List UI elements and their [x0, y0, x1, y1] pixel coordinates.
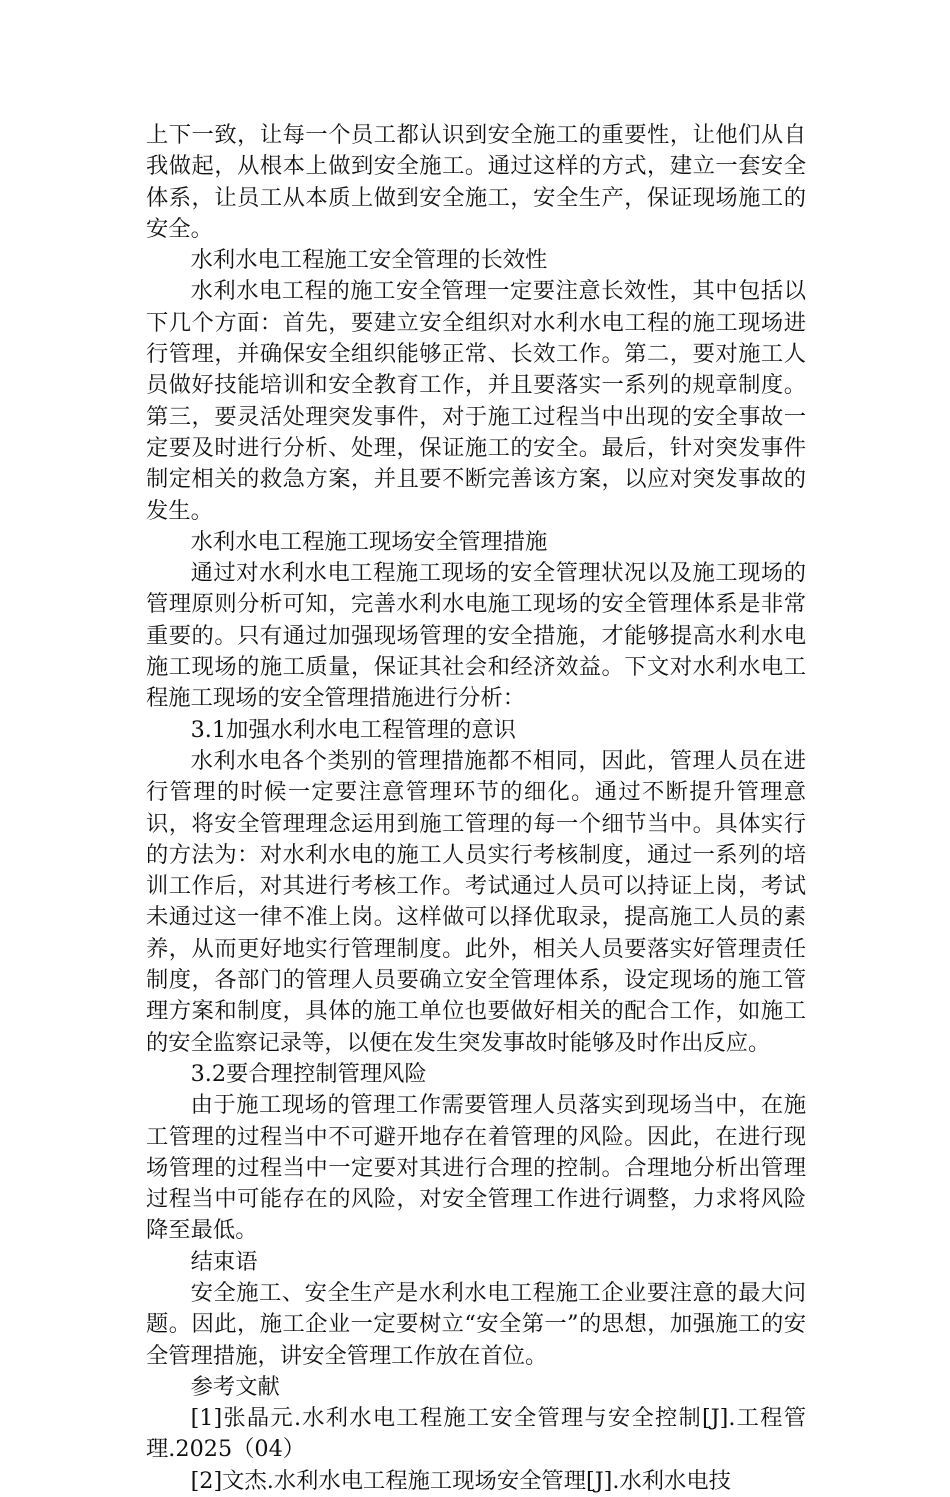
body-paragraph: 通过对水利水电工程施工现场的安全管理状况以及施工现场的管理原则分析可知，完善水利水电施工现场的安全管理体系是非常重要的。只有通过加强现场管理的安全措施，才能够提高水利水电施工现场的施工质量，保证其社会和经济效益。下文对水利水电工程施工现场的安全管理措施进行分析：	[146, 560, 806, 712]
section-heading: 结束语	[190, 1248, 258, 1275]
document-page	[146, 120, 806, 1497]
section-heading: 水利水电工程施工现场安全管理措施	[190, 528, 548, 555]
body-paragraph: 水利水电工程的施工安全管理一定要注意长效性，其中包括以下几个方面：首先，要建立安全组织对水利水电工程的施工现场进行管理，并确保安全组织能够正常、长效工作。第二，要对施工人员做好技能培训和安全教育工作，并且要落实一系列的规章制度。第三，要灵活处理突发事件，对于施工过程当中出现的安全事故一定要及时进行分析、处理，保证施工的安全。最后，针对突发事件制定相关的救急方案，并且要不断完善该方案，以应对突发事故的发生。	[146, 278, 806, 524]
subsection-heading: 3.1加强水利水电工程管理的意识	[190, 716, 516, 743]
subsection-heading: 3.2要合理控制管理风险	[190, 1060, 427, 1087]
body-paragraph: 上下一致，让每一个员工都认识到安全施工的重要性，让他们从自我做起，从根本上做到安全施工。通过这样的方式，建立一套安全体系，让员工从本质上做到安全施工，安全生产，保证现场施工的安全。	[146, 122, 806, 242]
references-heading: 参考文献	[190, 1373, 280, 1400]
body-paragraph: 安全施工、安全生产是水利水电工程施工企业要注意的最大问题。因此，施工企业一定要树立“安全第一”的思想，加强施工的安全管理措施，讲安全管理工作放在首位。	[146, 1279, 806, 1369]
body-paragraph: 由于施工现场的管理工作需要管理人员落实到现场当中，在施工管理的过程当中不可避开地存在着管理的风险。因此，在进行现场管理的过程当中一定要对其进行合理的控制。合理地分析出管理过程当中可能存在的风险，对安全管理工作进行调整，力求将风险降至最低。	[146, 1092, 806, 1244]
body-paragraph: 水利水电各个类别的管理措施都不相同，因此，管理人员在进行管理的时候一定要注意管理环节的细化。通过不断提升管理意识，将安全管理理念运用到施工管理的每一个细节当中。具体实行的方法为：对水利水电的施工人员实行考核制度，通过一系列的培训工作后，对其进行考核工作。考试通过人员可以持证上岗，考试未通过这一律不准上岗。这样做可以择优取录，提高施工人员的素养，从而更好地实行管理制度。此外，相关人员要落实好管理责任制度，各部门的管理人员要确立安全管理体系，设定现场的施工管理方案和制度，具体的施工单位也要做好相关的配合工作，如施工的安全监察记录等，以便在发生突发事故时能够及时作出反应。	[146, 747, 806, 1056]
reference-item: [1]张晶元.水利水电工程施工安全管理与安全控制[J].工程管理.2025（04）	[146, 1405, 806, 1463]
reference-item: [2]文杰.水利水电工程施工现场安全管理[J].水利水电技	[190, 1467, 731, 1494]
section-heading: 水利水电工程施工安全管理的长效性	[190, 247, 548, 274]
